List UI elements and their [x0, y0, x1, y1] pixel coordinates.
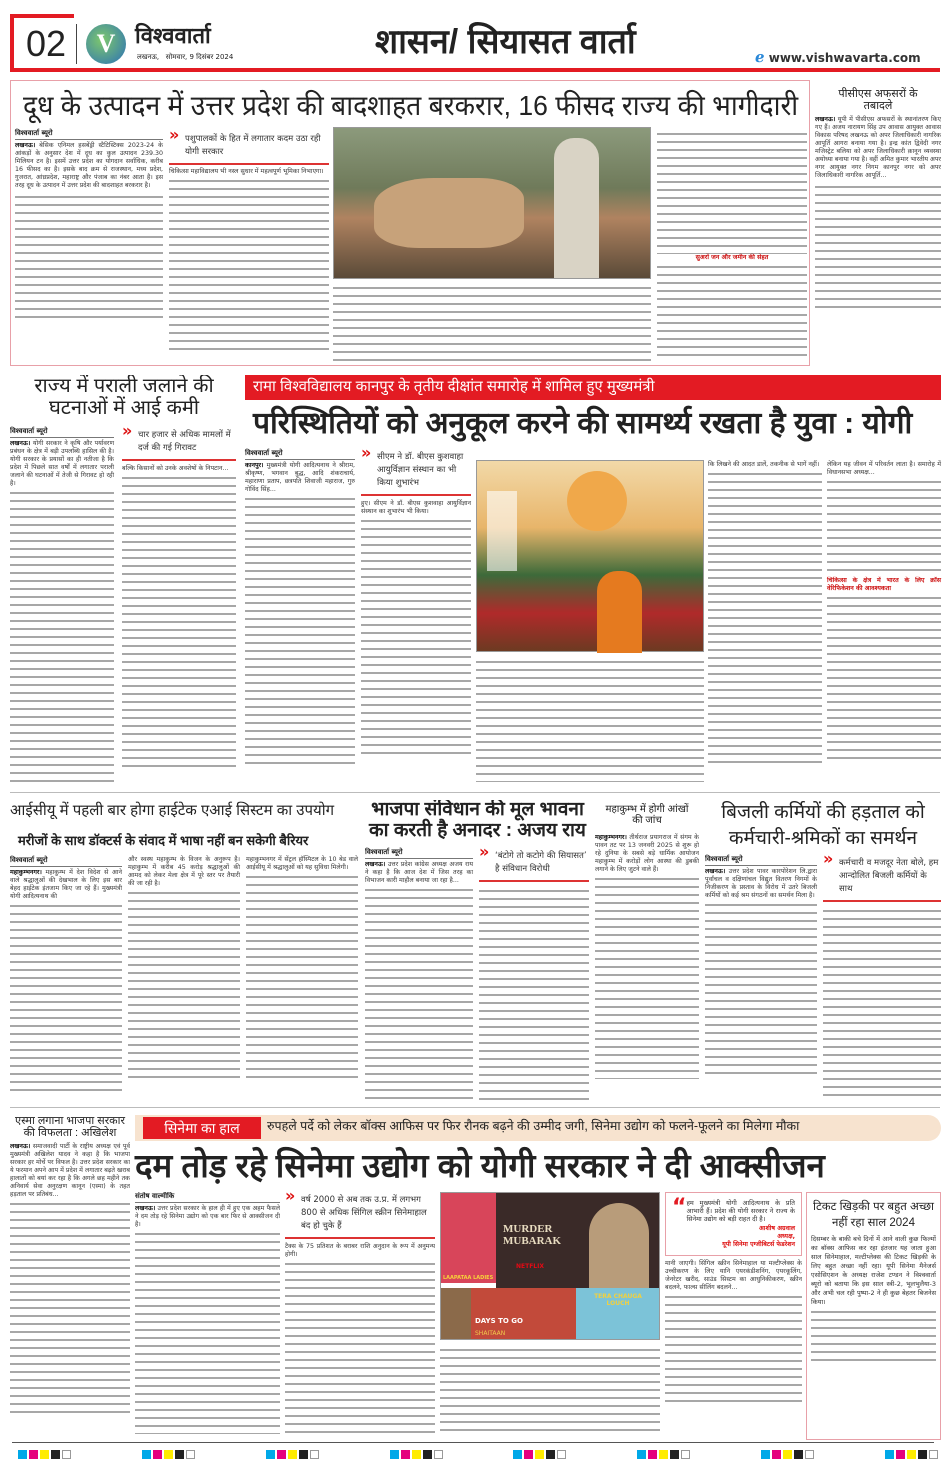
pcs-story: पीसीएस अफसरों के तबादले लखनऊ। यूपी में पीसीएस अफसरों के स्थानांतरण किए गए हैं। अजय नारायण सिंह उप आवास आयुक्त आवास विकास परिषद लखनऊ को अपर जिलाधिकारी नागरिक आपूर्ति आगरा बनाया गया है। इन्द्र कांत द्विवेदी नगर मजिस्ट्रेट बलिया को अपर जिलाधिकारी क़ानून व्यवस्था अयोध्या बनाया गया है। वहीं अमित कुमार भारतीय अपर नगर आयुक्त नगर निगम कानपुर नगर को अपर जिलाधिकारी नागरिक आपूर्ति... — [815, 80, 941, 312]
kicker-banner: रामा विश्वविद्यालय कानपुर के तृतीय दीक्षांत समारोह में शामिल हुए मुख्यमंत्री — [253, 378, 655, 395]
yogi-story: रामा विश्वविद्यालय कानपुर के तृतीय दीक्षांत समारोह में शामिल हुए मुख्यमंत्री परिस्थितियों को अनुकूल करने की सामर्थ्य रखता है युवा : योगी विश्ववार्ता ब्यूरो कानपुर। मुख्यमंत्री योगी आदित्यनाथ ने श्रीराम, श्रीकृष्ण, भगवान बुद्ध, आदि शंकराचार्य, महाराणा प्रताप, छत्रपति शिवाजी महाराज, गुरु गोविंद सिंह... » सीएम ने डॉ. बीएस कुशवाहा आयुर्विज्ञान संस्थान का भी किया शुभारंभ हुए। सीएम ने डॉ. बीएस कुशवाहा आयुर्विज्ञान संस्थान का शुभारंभ भी किया। कि लिखने की आदत डालें, तकनीक से भागें नहीं। लेकिन यह जीवन में परिवर्तन लाता है। समारोह में विधानसभा अध्यक्ष... चिकित्सा के क्षेत्र में भारत के लिए क्रॉस वेरिफिकेशन की आवश्यकता — [245, 375, 941, 787]
section-tag: सिनेमा का हाल — [143, 1117, 261, 1139]
quote-icon: “ — [672, 1195, 687, 1220]
convocation-photo — [476, 460, 704, 652]
kicker: रुपहले पर्दे को लेकर बॉक्स आफिस पर फिर रौनक बढ़ने की उम्मीद जगी, सिनेमा उद्योग को फलने-फूलने का मिलेगा मौका — [267, 1119, 800, 1133]
page-number: 02 — [26, 23, 67, 64]
headline: भाजपा संविधान की मूल भावना का करती है अनादर : अजय राय — [369, 800, 586, 841]
cow-photo — [333, 127, 651, 279]
cinema-headline: दम तोड़ रहे सिनेमा उद्योग को योगी सरकार ने दी आक्सीजन — [135, 1147, 825, 1184]
registration-marks — [18, 1450, 938, 1459]
headline: पीसीएस अफसरों के तबादले — [838, 88, 918, 113]
parali-story: राज्य में पराली जलाने की घटनाओं में आई कमी विश्ववार्ता ब्यूरो लखनऊ। योगी सरकार ने कृषि और पर्यावरण प्रबंधन के क्षेत्र में बड़ी उपलब्धि हासिल की है। योगी सरकार के प्रयासों का ही नतीजा है कि प्रदेश में पिछले सात वर्षों में लगातार पराली जलाने की घटनाओं में तेजी से गिरावट हो रही है। » चार हजार से अधिक मामलों में दर्ज की गई गिरावट बल्कि किसानों को उनके अवशेषों के निपटान... — [10, 375, 238, 785]
bjp-story: भाजपा संविधान की मूल भावना का करती है अनादर : अजय राय विश्ववार्ता ब्यूरो लखनऊ। उत्तर प्रदेश कांग्रेस अध्यक्ष अजय राय ने कहा है कि आज देश में जिस तरह का विभाजन कारी माहौल बनाया जा रहा है... » ‘बंटोगे तो कटोगे की सियासत’ है संविधान विरोधी — [365, 800, 590, 1100]
akhilesh-story: एस्मा लगाना भाजपा सरकार की विफलता : अखिलेश लखनऊ। समाजवादी पार्टी के राष्ट्रीय अध्यक्ष एवं पूर्व मुख्यमंत्री अखिलेश यादव ने कहा है कि भाजपा सरकार हर मोर्चे पर विफल है। उत्तर प्रदेश सरकार का ये फरमान अपने आप में प्रदेश में लगातार बढ़ते खराब हालातों को बयां कर रहा है कि अगले छह महीने तक अनिवार्य सेवा अनुरक्षण कानून (एस्मा) के तहत हड़ताल पर प्रतिबंध... — [10, 1115, 130, 1437]
cow-shape — [374, 178, 524, 248]
headline: महाकुम्भ में होगी आंखों की जांच — [605, 804, 689, 826]
headline: राज्य में पराली जलाने की घटनाओं में आई कमी — [34, 375, 214, 419]
poster-title: MURDER MUBARAK — [503, 1223, 562, 1247]
website-link[interactable]: ℯ www.vishwavarta.com — [755, 48, 921, 66]
byline: विश्ववार्ता ब्यूरो — [15, 129, 163, 140]
film-posters-collage: MURDER MUBARAK NETFLIX LAAPATAA LADIES DAYS TO GO SHAITAAN TERA CHAUGA LOUCH — [440, 1192, 660, 1340]
quote-box: “ हम मुख्यमंत्री योगी आदित्यनाथ के प्रति आभारी हैं। प्रदेश की योगी सरकार ने राज्य के सिनेमा उद्योग को बड़ी राहत दी है। आशीष अग्रवाल अध्यक्ष, यूपी सिनेमा एग्जीबिटर्स फेडरेशन — [665, 1192, 802, 1256]
paper-name: विश्ववार्ता — [135, 23, 211, 48]
browser-icon: ℯ — [755, 48, 765, 66]
kumbh-story: महाकुम्भ में होगी आंखों की जांच महाकुम्भनगर। तीर्थराज प्रयागराज में संगम के पावन तट पर 13 जनवरी 2025 से शुरू हो रहे दुनिया के सबसे बड़े धार्मिक आयोजन महाकुम्भ में करोड़ों लोग आस्था की डुबकी लगाने के लिए जुटने वाले हैं। — [595, 800, 699, 1100]
headline: टिकट खिड़की पर बहुत अच्छा नहीं रहा साल 2024 — [812, 1201, 935, 1229]
headline: बिजली कर्मियों की हड़ताल को कर्मचारी-श्रमिकों का समर्थन — [721, 802, 925, 849]
headline: आईसीयू में पहली बार होगा हाईटेक एआई सिस्टम का उपयोग — [10, 802, 335, 819]
person-shape — [554, 138, 599, 278]
ticket-sidebar: टिकट खिड़की पर बहुत अच्छा नहीं रहा साल 2024 दिसम्बर के बाकी बचे दिनों में आने वाली कुछ फिल्मों का बॉक्स आफिस कर रहा इंतजार यह जाता हुआ साल सिनेमाहाल, मल्टीप्लेक्स की टिकट खिड़की के लिए बहुत अच्छा नहीं रहा। यूपी सिनेमा मैनेजर्स एसोसिएशन के अध्यक्ष राजेश टण्डन ने विश्ववार्ता ब्यूरो को बताया कि इस साल स्त्री-2, भूलभुलैया-3 और अभी चल रही पुष्पा-2 ने ही कुछ बेहतर बिजनेस किया। — [806, 1192, 941, 1440]
cinema-kicker-bar — [135, 1115, 941, 1141]
ai-story: आईसीयू में पहली बार होगा हाईटेक एआई सिस्टम का उपयोग मरीजों के साथ डॉक्टर्स के संवाद में भाषा नहीं बन सकेगी बैरियर विश्ववार्ता ब्यूरो महाकुम्भनगर। महाकुम्भ में देश विदेश से आने वाले श्रद्धालुओं की देखभाल के लिए इस बार बेहद हाईटेक इंतजाम किए जा रहे हैं। मुख्यमंत्री योगी आदित्यनाथ की और स्वस्थ महाकुम्भ के विजन के अनुरूप है। महाकुम्भ में करीब 45 करोड़ श्रद्धालुओं की आमद को लेकर मेला क्षेत्र में पूरे स्तर पर तैयारी की जा रही है। महाकुम्भनगर में सेंट्रल हॉस्पिटल के 10 बेड वाले आईसीयू में श्रद्धालुओं को यह सुविधा मिलेगी। — [10, 800, 360, 1100]
story-intro: लखनऊ। बेसिक एनिमल हसबेंड्री स्टैटिस्टिक्स 2023-24 के आंकड़ों के अनुसार देश में दूध का कुल उत्पादन 239.30 मिलियन टन है। इसमें उत्तर प्रदेश का योगदान सर्वाधिक, करीब 16 फीसद का है। इसके बाद क्रम से राजस्थान, मध्य प्रदेश, गुजरात, आंध्रप्रदेश, महाराष्ट्र और पंजाब का नंबर आता है। इस तरह दूध के उत्पादन में उत्तर प्रदेश की बादशाहत बरकरार है। — [15, 142, 163, 189]
bijli-story: बिजली कर्मियों की हड़ताल को कर्मचारी-श्रमिकों का समर्थन विश्ववार्ता ब्यूरो लखनऊ। उत्तर प्रदेश पावर कारपोरेशन लि.द्वारा पूर्वांचल व दक्षिणांचल विद्युत वितरण निगमों के निजीकरण के प्रस्ताव के विरोध में उतरे बिजली कर्मियों को कई श्रम संगठनों का समर्थन मिला है। » कर्मचारी व मजदूर नेता बोले, हम आन्दोलित बिजली कर्मियों के साथ — [705, 800, 941, 1100]
section-title: शासन/ सियासत वार्ता — [375, 23, 636, 61]
top-story: दूध के उत्पादन में उत्तर प्रदेश की बादशाहत बरकरार, 16 फीसद राज्य की भागीदारी विश्ववार्ता ब्यूरो लखनऊ। बेसिक एनिमल हसबेंड्री स्टैटिस्टिक्स 2023-24 के आंकड़ों के अनुसार देश में दूध का कुल उत्पादन 239.30 मिलियन टन है। इसमें उत्तर प्रदेश का योगदान सर्वाधिक, करीब 16 फीसद का है। इसके बाद क्रम से राजस्थान, मध्य प्रदेश, गुजरात, आंध्रप्रदेश, महाराष्ट्र और पंजाब का नंबर आता है। इस तरह दूध के उत्पादन में उत्तर प्रदेश की बादशाहत बरकरार है। » पशुपालकों के हित में लगातार कदम उठा रही योगी सरकार चिकित्सा महाविद्यालय भी नस्ल सुधार में महत्वपूर्ण भूमिका निभाएगा। सुअरों जन और जमीन की सेहत — [10, 80, 810, 366]
subhead: » पशुपालकों के हित में लगातार कदम उठा रही योगी सरकार — [169, 131, 329, 165]
subheadline: मरीजों के साथ डॉक्टर्स के संवाद में भाषा नहीं बन सकेगी बैरियर — [18, 833, 309, 848]
headline: परिस्थितियों को अनुकूल करने की सामर्थ्य रखता है युवा : योगी — [253, 407, 913, 440]
headline: दूध के उत्पादन में उत्तर प्रदेश की बादशाहत बरकरार, 16 फीसद राज्य की भागीदारी — [23, 90, 799, 121]
dateline: लखनऊ, सोमवार, 9 दिसंबर 2024 — [137, 53, 234, 61]
headline: एस्मा लगाना भाजपा सरकार की विफलता : अखिलेश — [15, 1115, 125, 1140]
logo-icon: V — [86, 24, 126, 64]
